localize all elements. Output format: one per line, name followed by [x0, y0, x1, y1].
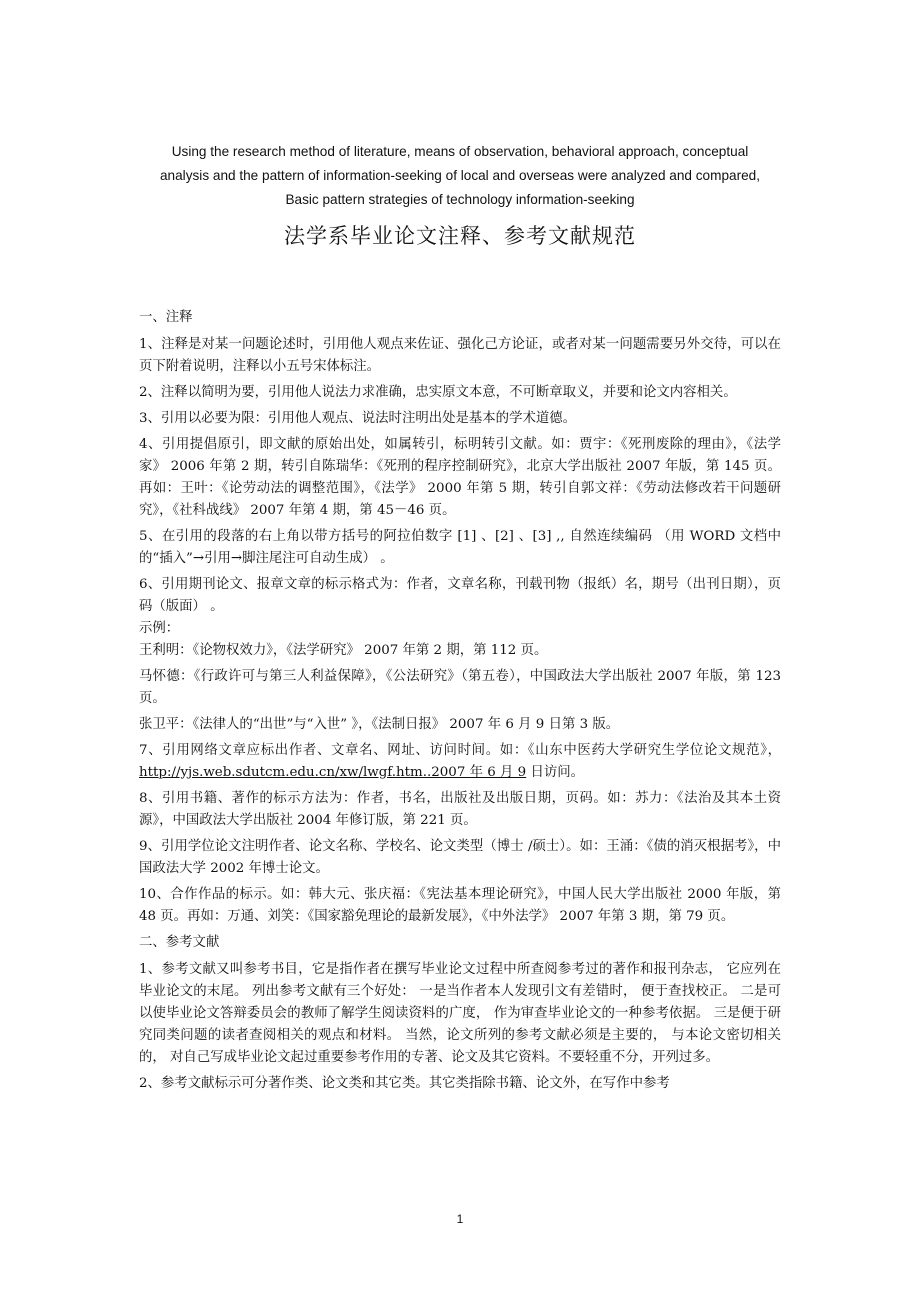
note-paragraph-8: 8、引用书籍、著作的标示方法为：作者，书名，出版社及出版日期，页码。如：苏力：《法治及其本土资源》，中国政法大学出版社 2004 年修订版，第 221 页。 [139, 791, 781, 828]
note-paragraph-5: 5、在引用的段落的右上角以带方括号的阿拉伯数字 [1] 、[2] 、[3] ,, 自然连续编码 （用 WORD 文档中的“插入”→引用→脚注尾注可自动生成） 。 [139, 529, 781, 566]
section-heading-notes: 一、注释 [139, 310, 193, 325]
example-2: 马怀德：《行政许可与第三人利益保障》，《公法研究》（第五卷），中国政法大学出版社 2007 年版，第 123 页。 [139, 669, 781, 706]
english-abstract [100, 140, 820, 212]
page-title: 法学系毕业论文注释、参考文献规范 [284, 224, 636, 248]
note-paragraph-6: 6、引用期刊论文、报章文章的标示格式为：作者，文章名称，刊载刊物（报纸）名，期号（出刊日期），页码（版面） 。 [139, 577, 781, 614]
note-paragraph-7 [139, 740, 781, 784]
example-label: 示例： [139, 621, 180, 636]
page-number: 1 [456, 1212, 464, 1226]
reference-paragraph-2: 2、参考文献标示可分著作类、论文类和其它类。其它类指除书籍、论文外，在写作中参考 [139, 1076, 670, 1091]
note-paragraph-1: 1、注释是对某一问题论述时，引用他人观点来佐证、强化己方论证，或者对某一问题需要另外交待，可以在页下附着说明，注释以小五号宋体标注。 [139, 337, 781, 374]
section-heading-references: 二、参考文献 [139, 935, 220, 950]
abstract-line: Basic pattern strategies of technology information-seeking [285, 192, 635, 207]
note-paragraph-9: 9、引用学位论文注明作者、论文名称、学校名、论文类型（博士 /硕士）。如：王涌：《债的消灭根据考》，中国政法大学 2002 年博士论文。 [139, 839, 781, 876]
example-3: 张卫平：《法律人的“出世”与“入世” 》，《法制日报》 2007 年 6 月 9 日第 3 版。 [139, 717, 620, 732]
example-1: 王利明：《论物权效力》，《法学研究》 2007 年第 2 期，第 112 页。 [139, 643, 548, 658]
reference-paragraph-1: 1、参考文献又叫参考书目，它是指作者在撰写毕业论文过程中所查阅参考过的著作和报刊杂志， 它应列在毕业论文的末尾。 列出参考文献有三个好处： 一是当作者本人发现引文有差错时， 便于查找校正。 二是可以使毕业论文答辩委员会的教师了解学生阅读资料的广度， 作为审查毕业论文的一种参考依据。 三是便于研究同类问题的读者查阅相关的观点和材料。 当然，论文所列的参考文献必须是主要的， 与本论文密切相关的， 对自己写成毕业论文起过重要参考作用的专著、论文及其它资料。不要轻重不分，开列过多。 [139, 962, 781, 1065]
document-body [139, 307, 781, 1099]
note-paragraph-2: 2、注释以简明为要，引用他人说法力求准确，忠实原文本意，不可断章取义，并要和论文内容相关。 [139, 385, 737, 400]
note-paragraph-4: 4、引用提倡原引，即文献的原始出处，如属转引，标明转引文献。如：贾宇：《死刑废除的理由》，《法学家》 2006 年第 2 期，转引自陈瑞华：《死刑的程序控制研究》，北京大学出版社 2007 年版，第 145 页。再如：王叶：《论劳动法的调整范围》，《法学》 2000 年第 5 期，转引自郭文祥：《劳动法修改若干问题研究》，《社科战线》 2007 年第 4 期，第 45－46 页。 [139, 437, 781, 518]
note-paragraph-10: 10、合作作品的标示。如：韩大元、张庆福：《宪法基本理论研究》，中国人民大学出版社 2000 年版，第 48 页。再如：万通、刘笑：《国家豁免理论的最新发展》，《中外法学》 2007 年第 3 期，第 79 页。 [139, 887, 781, 924]
abstract-line: Using the research method of literature, means of observation, behavioral approach, conceptual [171, 144, 749, 159]
abstract-line: analysis and the pattern of information-seeking of local and overseas were analyzed and compared, [160, 168, 760, 183]
note-7-suffix: 日访问。 [526, 765, 585, 780]
web-link[interactable]: http://yjs.web.sdutcm.edu.cn/xw/lwgf.htm..2007 年 6 月 9 [139, 765, 527, 780]
note-paragraph-3: 3、引用以必要为限：引用他人观点、说法时注明出处是基本的学术道德。 [139, 411, 577, 426]
note-7-text: 7、引用网络文章应标出作者、文章名、网址、访问时间。如：《山东中医药大学研究生学位论文规范》， [139, 743, 781, 758]
